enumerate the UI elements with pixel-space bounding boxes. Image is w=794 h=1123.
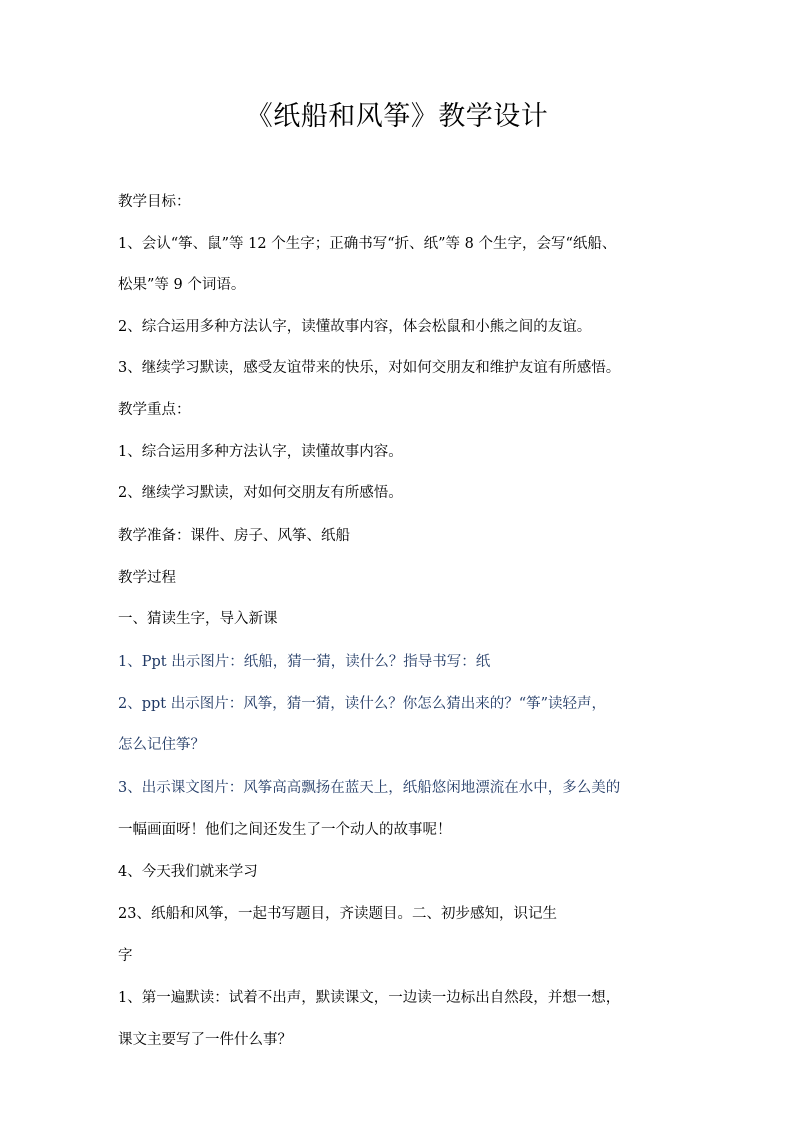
paragraph-line: 3、出示课文图片：风筝高高飘扬在蓝天上，纸船悠闲地漂流在水中，多么美的 [118, 780, 621, 796]
paragraph-line: 字 [118, 948, 133, 964]
paragraph-line: 松果”等 9 个词语。 [118, 277, 246, 293]
subsection-heading: 一、猜读生字，导入新课 [118, 611, 278, 627]
paragraph-line: 1、综合运用多种方法认字，读懂故事内容。 [118, 444, 403, 460]
paragraph-line: 怎么记住筝？ [118, 737, 205, 753]
paragraph-line: 2、继续学习默读，对如何交朋友有所感悟。 [118, 485, 403, 501]
paragraph-line: 4、今天我们就来学习 [118, 864, 258, 880]
paragraph-line: 课文主要写了一件什么事？ [118, 1032, 292, 1048]
paragraph-line: 一幅画面呀！他们之间还发生了一个动人的故事呢！ [118, 822, 452, 838]
paragraph-line: 教学准备：课件、房子、风筝、纸船 [118, 528, 350, 544]
paragraph-line: 1、Ppt 出示图片：纸船，猜一猜，读什么？指导书写：纸 [118, 654, 491, 670]
paragraph-line: 2、ppt 出示图片：风筝，猜一猜，读什么？你怎么猜出来的？“筝”读轻声， [118, 696, 607, 712]
paragraph-line: 2、综合运用多种方法认字，读懂故事内容，体会松鼠和小熊之间的友谊。 [118, 319, 592, 335]
paragraph-line: 3、继续学习默读，感受友谊带来的快乐，对如何交朋友和维护友谊有所感悟。 [118, 360, 621, 376]
paragraph-line: 1、第一遍默读：试着不出声，默读课文，一边读一边标出自然段，并想一想， [118, 990, 621, 1006]
section-heading-focus: 教学重点： [118, 402, 191, 418]
section-heading-goals: 教学目标： [118, 194, 191, 210]
section-heading-process: 教学过程 [118, 570, 176, 586]
document-title: 《纸船和风筝》教学设计 [245, 101, 549, 132]
paragraph-line: 1、会认“筝、鼠”等 12 个生字；正确书写“折、纸”等 8 个生字，会写“纸船、 [118, 236, 617, 252]
paragraph-line: 23、纸船和风筝，一起书写题目，齐读题目。二、初步感知，识记生 [118, 906, 557, 922]
